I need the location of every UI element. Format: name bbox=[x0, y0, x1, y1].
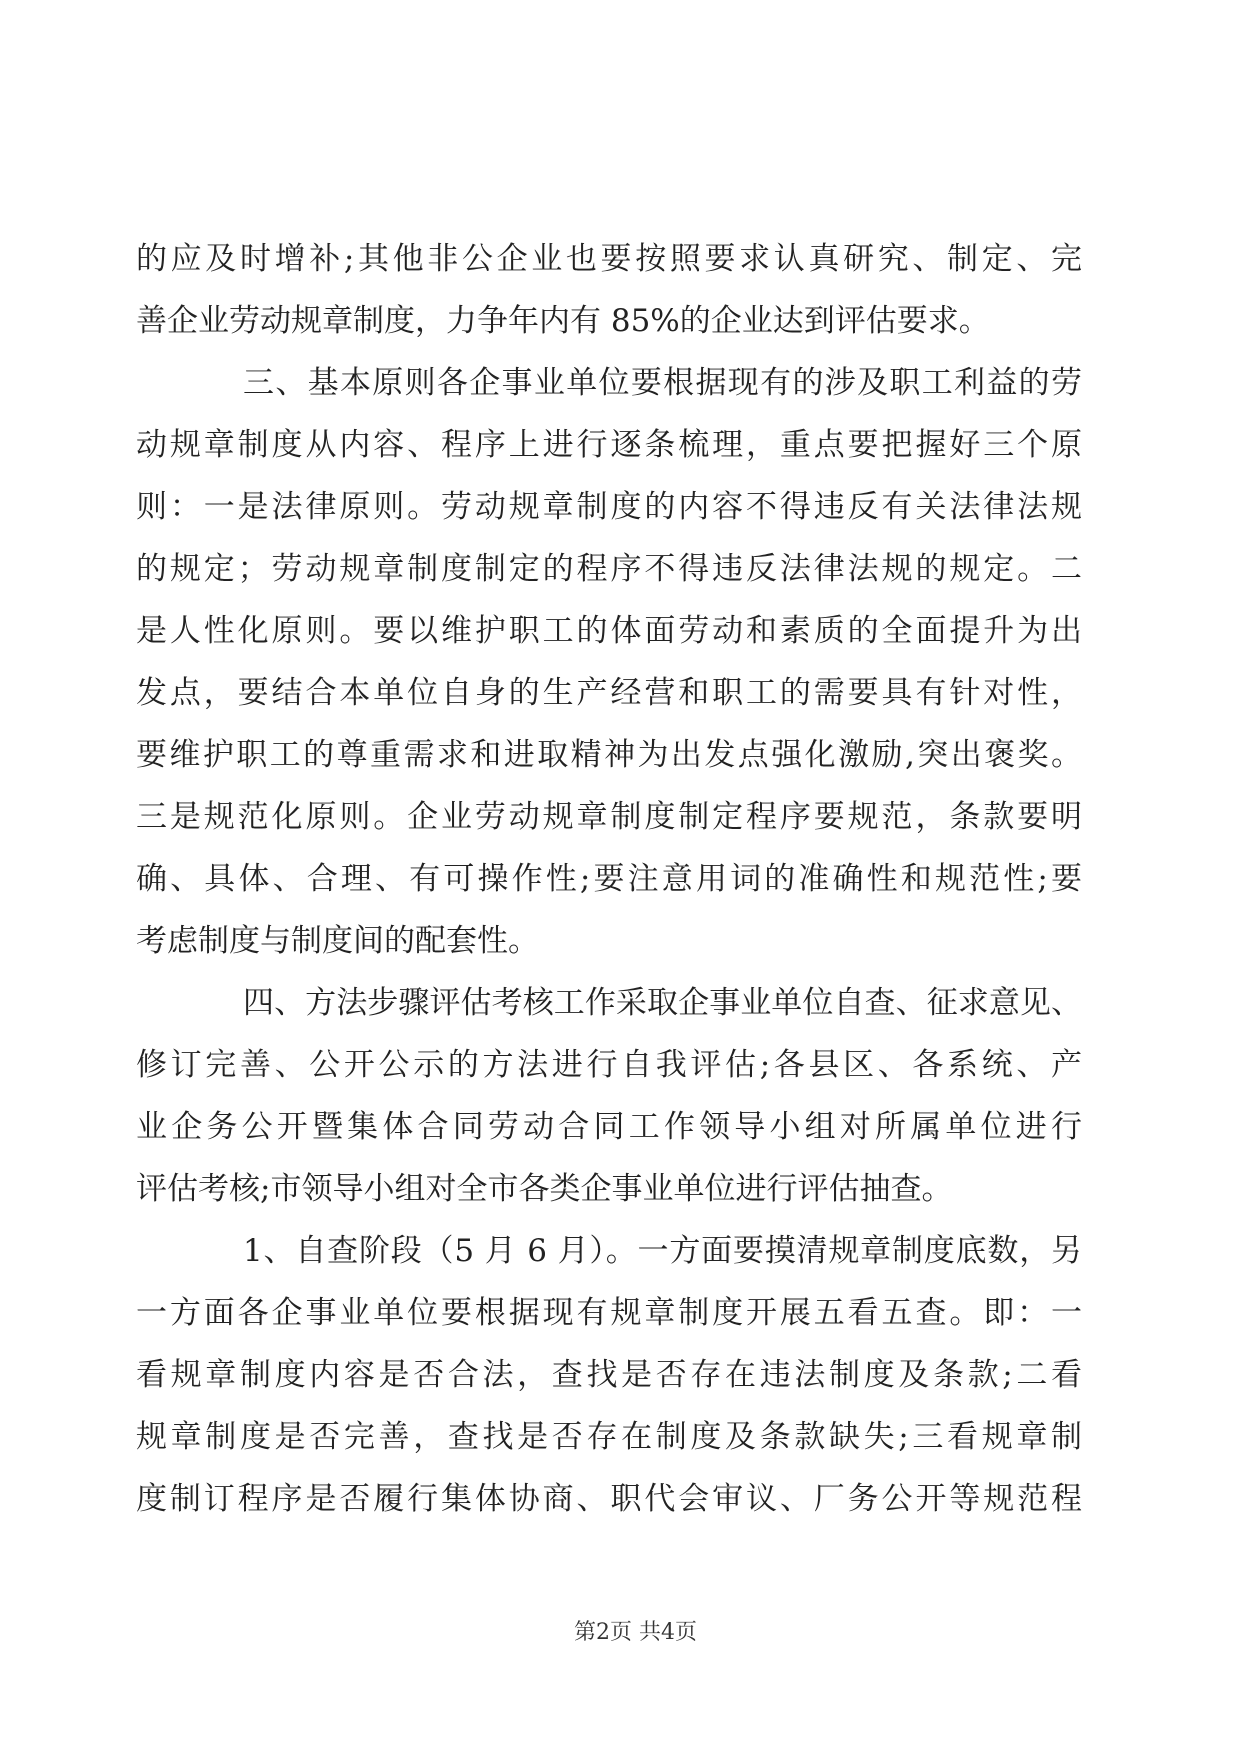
text-line: 动规章制度从内容、程序上进行逐条梳理，重点要把握好三个原 bbox=[136, 427, 1082, 463]
text-line: 规章制度是否完善，查找是否存在制度及条款缺失;三看规章制 bbox=[136, 1419, 1082, 1455]
text-line: 则：一是法律原则。劳动规章制度的内容不得违反有关法律法规 bbox=[136, 489, 1082, 525]
section-heading-line: 四、方法步骤评估考核工作采取企事业单位自查、征求意见、 bbox=[243, 985, 1082, 1021]
text-line: 善企业劳动规章制度，力争年内有 85%的企业达到评估要求。 bbox=[136, 303, 990, 339]
text-line: 确、具体、合理、有可操作性;要注意用词的准确性和规范性;要 bbox=[136, 861, 1082, 897]
text-line: 要维护职工的尊重需求和进取精神为出发点强化激励,突出褒奖。 bbox=[136, 737, 1082, 773]
text-line: 评估考核;市领导小组对全市各类企事业单位进行评估抽查。 bbox=[136, 1171, 953, 1207]
text-line: 是人性化原则。要以维护职工的体面劳动和素质的全面提升为出 bbox=[136, 613, 1082, 649]
text-line: 修订完善、公开公示的方法进行自我评估;各县区、各系统、产 bbox=[136, 1047, 1082, 1083]
section-heading-line: 三、基本原则各企事业单位要根据现有的涉及职工利益的劳 bbox=[243, 365, 1082, 401]
text-line: 三是规范化原则。企业劳动规章制度制定程序要规范，条款要明 bbox=[136, 799, 1082, 835]
text-line: 考虑制度与制度间的配套性。 bbox=[136, 923, 539, 959]
body-text bbox=[136, 228, 1082, 1530]
text-line: 度制订程序是否履行集体协商、职代会审议、厂务公开等规范程 bbox=[136, 1481, 1082, 1517]
text-line: 的应及时增补;其他非公企业也要按照要求认真研究、制定、完 bbox=[136, 241, 1082, 277]
text-line: 的规定；劳动规章制度制定的程序不得违反法律法规的规定。二 bbox=[136, 551, 1082, 587]
page-number-footer: 第2页 共4页 bbox=[574, 1620, 697, 1645]
subsection-heading-line: 1、自查阶段（5 月 6 月）。一方面要摸清规章制度底数，另 bbox=[243, 1233, 1082, 1269]
text-line: 看规章制度内容是否合法，查找是否存在违法制度及条款;二看 bbox=[136, 1357, 1082, 1393]
text-line: 一方面各企事业单位要根据现有规章制度开展五看五查。即：一 bbox=[136, 1295, 1082, 1331]
text-line: 发点，要结合本单位自身的生产经营和职工的需要具有针对性， bbox=[136, 675, 1082, 711]
text-line: 业企务公开暨集体合同劳动合同工作领导小组对所属单位进行 bbox=[136, 1109, 1082, 1145]
